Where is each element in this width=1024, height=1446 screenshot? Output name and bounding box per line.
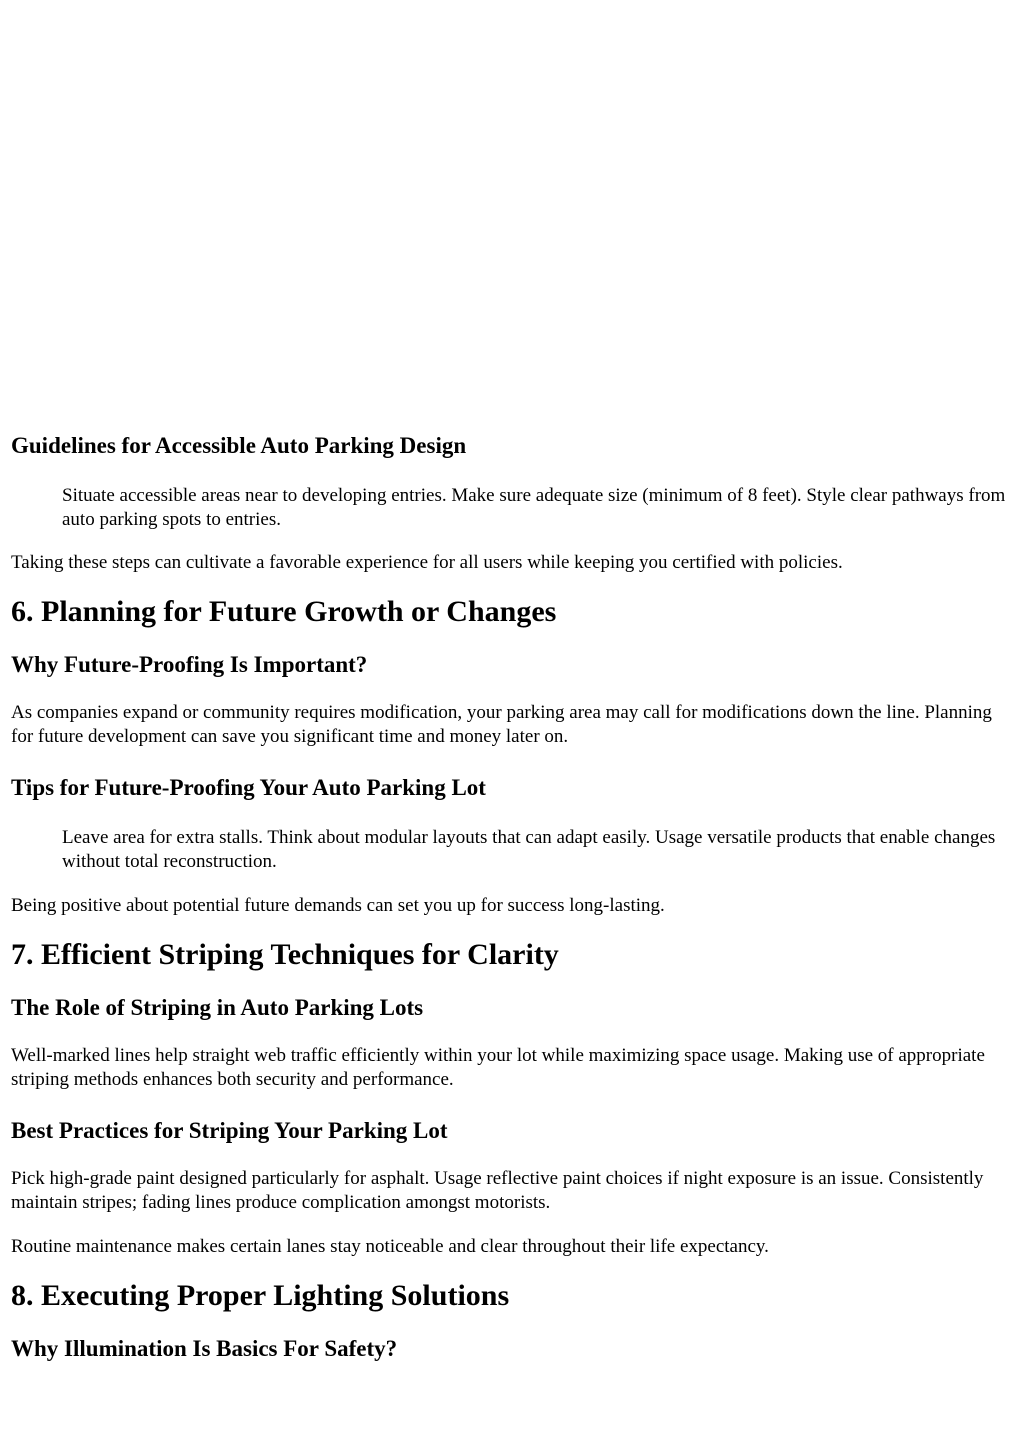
striping-role-paragraph: Well-marked lines help straight web traffic efficiently within your lot while maximizing space usage. Making use of appropriate striping methods enhances both security and performance. [11,1045,985,1090]
article-content [11,430,1016,1363]
striping-best-practices-paragraph: Pick high-grade paint designed particularly for asphalt. Usage reflective paint choices if night exposure is an issue. Consistently maintain stripes; fading lines produce complication amongst motorists. [11,1168,984,1213]
subheading-future-proofing-tips: Tips for Future-Proofing Your Auto Parking Lot [11,775,486,800]
accessible-closing-paragraph: Taking these steps can cultivate a favorable experience for all users while keeping you certified with policies. [11,552,843,573]
heading-accessible-design: Guidelines for Accessible Auto Parking Design [11,433,467,458]
accessible-guidelines-list: Situate accessible areas near to developing entries. Make sure adequate size (minimum of 8 feet). Style clear pathways from auto parking spots to entries. [62,485,1006,530]
subheading-lighting-safety: Why Illumination Is Basics For Safety? [11,1336,398,1361]
future-proofing-tips-list: Leave area for extra stalls. Think about modular layouts that can adapt easily. Usage versatile products that enable changes without total reconstruction. [62,827,996,872]
subheading-striping-role: The Role of Striping in Auto Parking Lots [11,995,424,1020]
blank-page-area [0,0,1024,425]
heading-striping-techniques: 7. Efficient Striping Techniques for Clarity [11,938,559,971]
subheading-striping-best-practices: Best Practices for Striping Your Parking Lot [11,1118,448,1143]
future-closing-paragraph: Being positive about potential future demands can set you up for success long-lasting. [11,895,665,916]
subheading-future-proofing-importance: Why Future-Proofing Is Important? [11,652,368,677]
future-proofing-paragraph: As companies expand or community requires modification, your parking area may call for modifications down the line. Planning for future development can save you significant time and money later on. [11,702,992,747]
heading-lighting-solutions: 8. Executing Proper Lighting Solutions [11,1279,510,1312]
heading-future-growth: 6. Planning for Future Growth or Changes [11,595,557,628]
striping-closing-paragraph: Routine maintenance makes certain lanes stay noticeable and clear throughout their life expectancy. [11,1236,769,1257]
